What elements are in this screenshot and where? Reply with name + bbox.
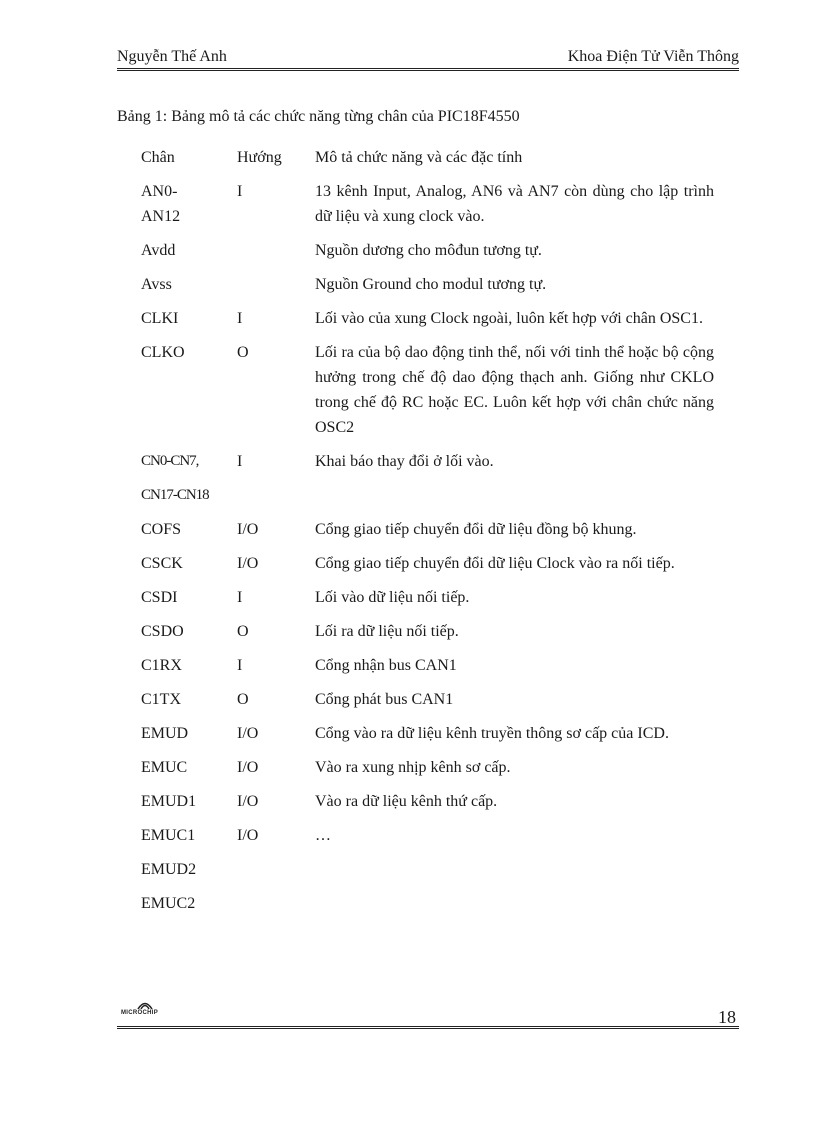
pin-name: AN12 [141,208,181,225]
direction-cell: I/O [237,521,259,538]
description-cell: Vào ra xung nhịp kênh sơ cấp. [315,759,511,776]
description-cell: Cổng nhận bus CAN1 [315,657,457,674]
header-author: Nguyễn Thế Anh [117,48,227,65]
pin-name: AN0- [141,183,178,200]
direction-cell: I/O [237,555,259,572]
column-header-description: Mô tả chức năng và các đặc tính [315,149,523,166]
direction-cell: I/O [237,827,259,844]
table-row [141,517,714,551]
description-cell: Nguồn dương cho môđun tương tự. [315,242,542,259]
direction-cell: I [237,310,243,327]
pin-cell: C1TX [141,691,181,708]
pin-name: CN0-CN7, [141,453,199,469]
table-header-row [141,145,714,179]
pin-cell: CSDI [141,589,178,606]
table-row [141,585,714,619]
microchip-logo-text: MICROCHIP [121,1010,159,1016]
description-cell: 13 kênh Input, Analog, AN6 và AN7 còn dùng cho lập trình dữ liệu và xung clock vào. [315,183,714,225]
table-row [141,179,714,238]
description-cell: Cổng vào ra dữ liệu kênh truyền thông sơ cấp của ICD. [315,725,669,742]
pin-cell: CSDO [141,623,184,640]
pin-cell: CLKO [141,344,185,361]
table-row [141,789,714,823]
direction-cell: I/O [237,793,259,810]
pin-function-table [141,145,714,925]
description-cell: Lối ra của bộ dao động tinh thể, nối với tinh thể hoặc bộ cộng hưởng trong chế độ dao động thạch anh. Giống như CKLO trong chế độ RC hoặc EC. Luôn kết hợp với chân chức năng OSC2 [315,344,714,436]
direction-cell: I [237,657,243,674]
pin-cell: CSCK [141,555,183,572]
pin-cell [141,179,237,238]
pin-cell: CLKI [141,310,179,327]
pin-cell: C1RX [141,657,182,674]
table-row [141,306,714,340]
pin-cell: Avss [141,276,172,293]
direction-cell: O [237,623,249,640]
table-row [141,721,714,755]
table-row [141,551,714,585]
pin-cell: Avdd [141,242,176,259]
direction-cell: I/O [237,725,259,742]
table-row [141,687,714,721]
pin-cell: EMUD [141,725,189,742]
direction-cell: O [237,691,249,708]
description-cell: Nguồn Ground cho modul tương tự. [315,276,547,293]
direction-cell: I [237,453,243,470]
page-number: 18 [718,1007,736,1027]
direction-cell: I/O [237,759,259,776]
direction-cell [237,272,315,306]
table-row [141,449,714,517]
description-cell: Lối vào dữ liệu nối tiếp. [315,589,470,606]
pin-name: EMUC2 [141,895,196,912]
footer-rule [117,1026,739,1029]
microchip-logo-icon [137,1000,153,1010]
description-cell: … [315,827,331,844]
table-row [141,823,714,925]
table-row [141,340,714,449]
table-row [141,619,714,653]
description-cell: Khai báo thay đổi ở lối vào. [315,453,494,470]
table-caption: Bảng 1: Bảng mô tả các chức năng từng chân của PIC18F4550 [117,108,520,125]
pin-cell: EMUD1 [141,793,197,810]
description-cell: Lối vào của xung Clock ngoài, luôn kết hợp với chân OSC1. [315,310,703,327]
description-cell: Cổng giao tiếp chuyển đổi dữ liệu Clock vào ra nối tiếp. [315,555,675,572]
pin-name: EMUC1 [141,827,196,844]
description-cell: Cổng giao tiếp chuyển đổi dữ liệu đồng bộ khung. [315,521,637,538]
direction-cell: O [237,344,249,361]
column-header-pin: Chân [141,149,175,166]
pin-cell: COFS [141,521,182,538]
table-row [141,272,714,306]
direction-cell: I [237,589,243,606]
description-cell: Vào ra dữ liệu kênh thứ cấp. [315,793,498,810]
pin-name: EMUD2 [141,861,197,878]
direction-cell: I [237,183,243,200]
column-header-direction: Hướng [237,149,282,166]
page-header [117,48,739,70]
table-row [141,653,714,687]
pin-name: CN17-CN18 [141,487,209,503]
pin-cell [141,823,237,925]
direction-cell [237,238,315,272]
pin-cell [141,449,237,517]
description-cell: Lối ra dữ liệu nối tiếp. [315,623,459,640]
header-rule [117,68,739,71]
description-cell: Cổng phát bus CAN1 [315,691,454,708]
microchip-logo [121,1000,173,1018]
header-department: Khoa Điện Tử Viễn Thông [567,48,739,65]
pin-cell: EMUC [141,759,188,776]
table-row [141,238,714,272]
table-row [141,755,714,789]
